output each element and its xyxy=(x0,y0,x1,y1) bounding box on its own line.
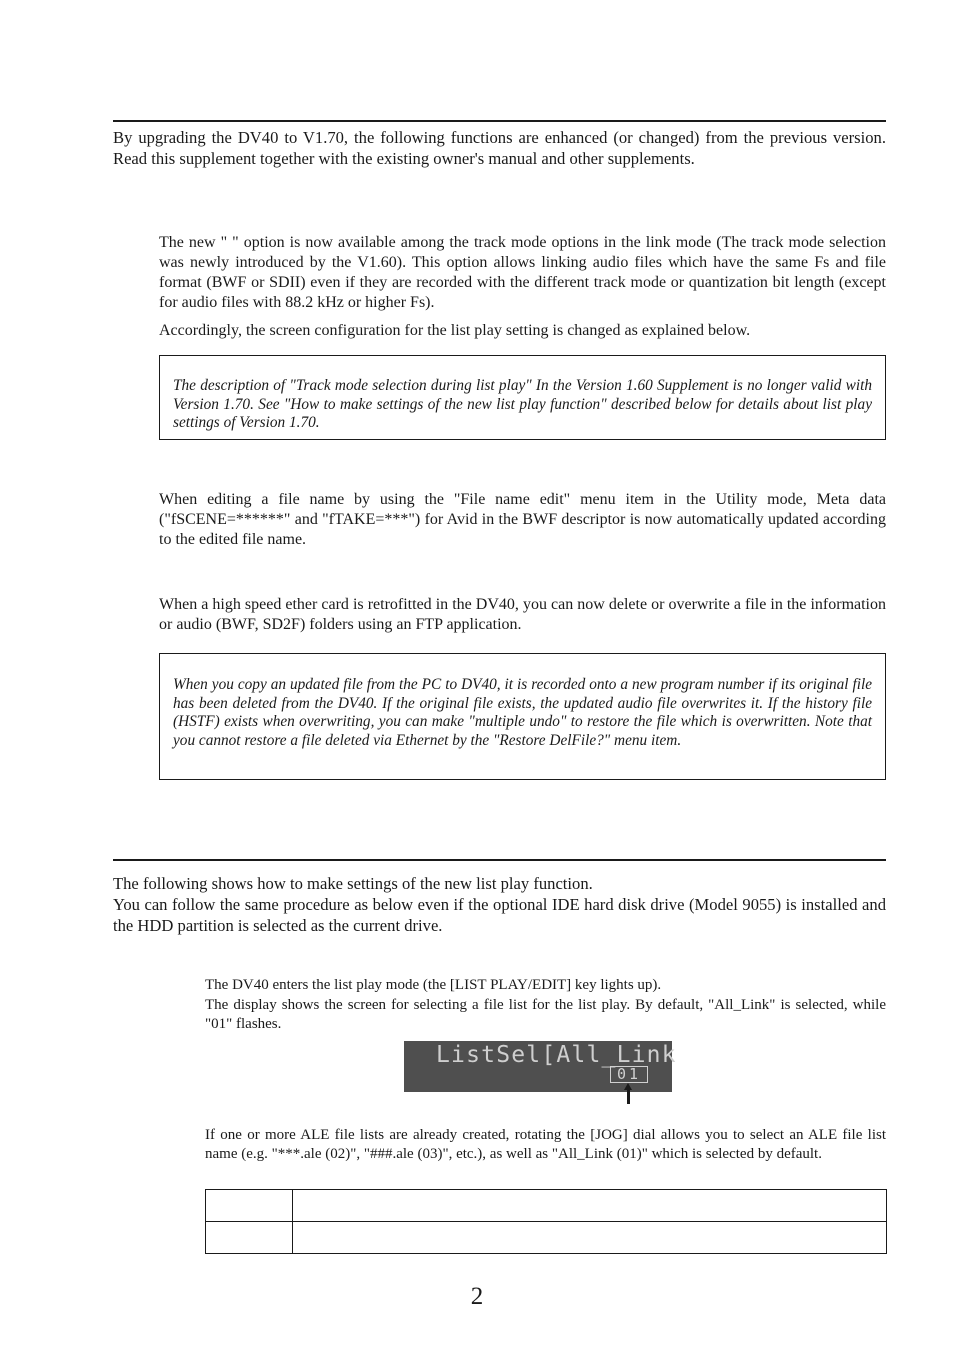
table-cell xyxy=(206,1222,293,1254)
table-cell xyxy=(206,1190,293,1222)
section-rule-top xyxy=(113,120,886,122)
table-cell xyxy=(293,1190,887,1222)
intro-paragraph: By upgrading the DV40 to V1.70, the following functions are enhanced (or changed) from the previous version. Read this supplement together with the existing owner's manual and other supplements. xyxy=(113,128,886,168)
page-number: 2 xyxy=(470,1283,484,1310)
pointer-arrow-stem xyxy=(627,1089,630,1104)
note-text: The description of "Track mode selection during list play" In the Version 1.60 Supplement is no longer valid with Version 1.70. See "How to make settings of the new list play function" described below for details about list play settings of Version 1.70. xyxy=(173,377,872,432)
list-play-change-paragraph: Accordingly, the screen configuration for the list play setting is changed as explained below. xyxy=(159,322,751,339)
note-box-list-play xyxy=(159,355,886,440)
table-cell xyxy=(293,1222,887,1254)
options-table xyxy=(205,1189,887,1254)
link-mode-paragraph: The new " " option is now available among the track mode options in the link mode (The track mode selection was newly introduced by the V1.60). This option allows linking audio files which have the same Fs and file format (BWF or SDII) even if they are recorded with the different track mode or quantization bit length (except for audio files with 88.2 kHz or higher Fs). xyxy=(159,234,886,311)
lcd-line: ListSel[All_Link xyxy=(436,1042,677,1068)
note-text: When you copy an updated file from the PC to DV40, it is recorded onto a new program number if its original file has been deleted from the DV40. If the original file exists, the updated audio file overwrites it. If the history file (HSTF) exists when overwriting, you can make "multiple undo" to restore the file which is overwritten. Note that you cannot restore a file deleted via Ethernet by the "Restore DelFile?" menu item. xyxy=(173,676,872,749)
table-row xyxy=(206,1190,887,1222)
ftp-paragraph: When a high speed ether card is retrofitted in the DV40, you can now delete or overwrite a file in the information or audio (BWF, SD2F) folders using an FTP application. xyxy=(159,596,886,633)
list-play-intro-line1: The following shows how to make settings of the new list play function. xyxy=(113,874,593,893)
list-play-intro-line2: You can follow the same procedure as below even if the optional IDE hard disk drive (Model 9055) is installed and the HDD partition is selected as the current drive. xyxy=(113,895,886,935)
table-row xyxy=(206,1222,887,1254)
lcd-list-number: 01 xyxy=(610,1066,648,1083)
note-box-ftp xyxy=(159,653,886,780)
step-description: The DV40 enters the list play mode (the [LIST PLAY/EDIT] key lights up). The display shows the screen for selecting a file list for the list play. By default, "All_Link" is selected, while "01" flashes. xyxy=(205,977,886,1032)
section-rule-list-play xyxy=(113,859,886,861)
jog-description: If one or more ALE file lists are already created, rotating the [JOG] dial allows you to select an ALE file list name (e.g. "***.ale (02)", "###.ale (03)", etc.), as well as "All_Link (01)" which is selected by default. xyxy=(205,1127,886,1162)
file-name-edit-paragraph: When editing a file name by using the "File name edit" menu item in the Utility mode, Meta data ("fSCENE=******" and "fTAKE=***") for Avid in the BWF descriptor is now automatically updated according to the edited file name. xyxy=(159,491,886,548)
